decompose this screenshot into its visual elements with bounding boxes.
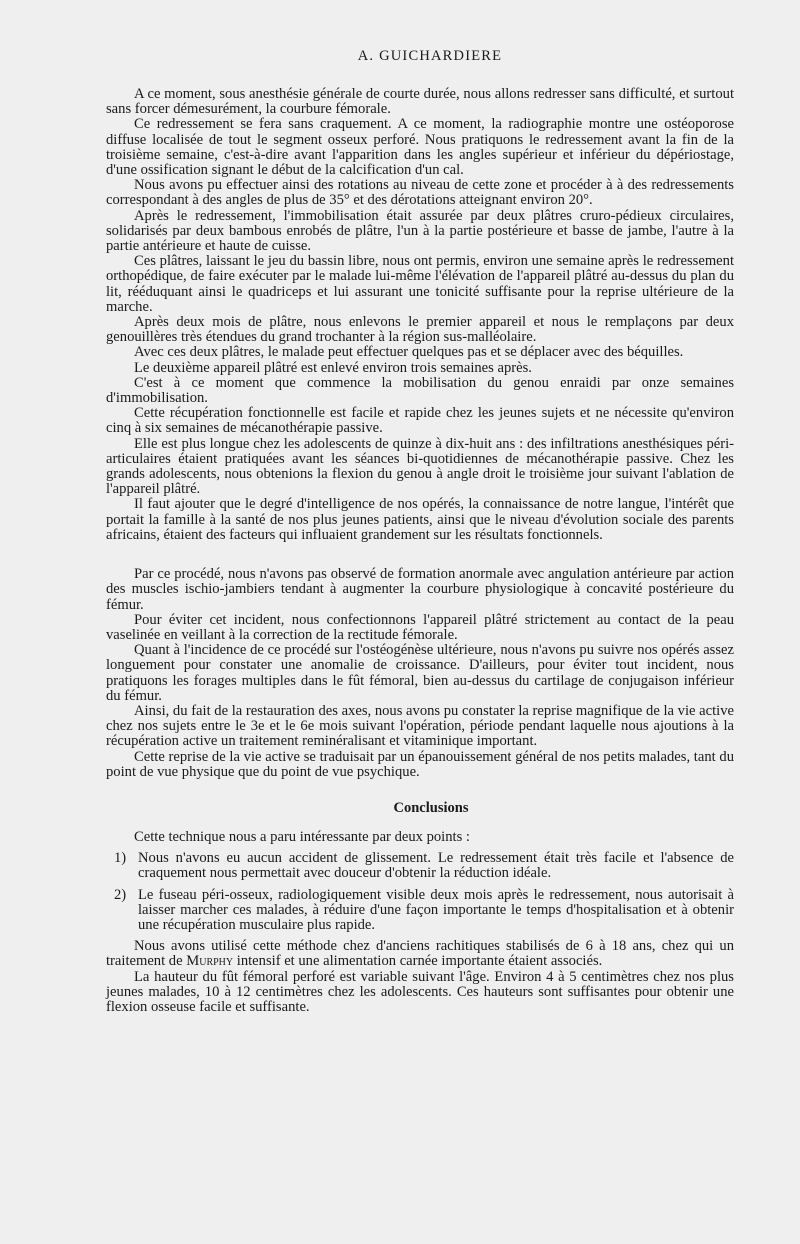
final-paragraph: La hauteur du fût fémoral perforé est variable suivant l'âge. Environ 4 à 5 centimètres chez nos plus jeunes malades, 10 à 12 centimètres chez les adolescents. Ces hauteurs sont suffisantes pour obtenir une flexion osseuse facile et suffisante. [106, 968, 734, 1015]
conclusions-intro: Cette technique nous a paru intéressante par deux points : [134, 828, 470, 845]
running-head: A. GUICHARDIERE [357, 48, 503, 64]
paragraph: Le deuxième appareil plâtré est enlevé environ trois semaines après. [134, 359, 532, 376]
author-name-murphy: Murphy [186, 953, 234, 970]
paragraph: Avec ces deux plâtres, le malade peut effectuer quelques pas et se déplacer avec des béquilles. [134, 344, 684, 361]
paragraph: Elle est plus longue chez les adolescents de quinze à dix-huit ans : des infiltrations anesthésiques péri-articulaires étaient pratiquées avant les séances bi-quotidiennes de mécanothérapie passive. Chez les grands adolescents, nous obtenions la flexion du genou à angle droit le troisième jour suivant l'ablation de l'appareil plâtré. [106, 435, 734, 498]
section-gap [106, 543, 734, 567]
list-text: Le fuseau péri-osseux, radiologiquement visible deux mois après le redressement, nous autorisait à laisser marcher ces malades, à réduire d'une façon importante le temps d'hospitalisation et à obtenir une récupération musculaire plus rapide. [138, 886, 734, 933]
closing-paragraph [106, 939, 734, 969]
body-section-1 [106, 87, 734, 543]
paragraph: Ce redressement se fera sans craquement. A ce moment, la radiographie montre une ostéoporose diffuse localisée de tout le segment osseux perforé. Nous pratiquons le redressement avant la fin de la troisième semaine, c'est-à-dire avant l'apparition dans les angles supérieur et inférieur du dépériostage, d'une ossification signant le début de la calcification d'un cal. [106, 116, 734, 179]
body-section-2 [106, 567, 734, 780]
paragraph: Ces plâtres, laissant le jeu du bassin libre, nous ont permis, environ une semaine après le redressement orthopédique, de faire exécuter par le malade lui-même l'élévation de l'appareil plâtré au-dessus du plan du lit, rééduquant ainsi le quadriceps et lui assurant une tonicité suffisante pour la reprise ultérieure de la marche. [106, 253, 734, 315]
paragraph: A ce moment, sous anesthésie générale de courte durée, nous allons redresser sans difficulté, et surtout sans forcer démesurément, la courbure fémorale. [106, 86, 734, 118]
conclusions-heading: Conclusions [393, 799, 469, 816]
list-number: 1) [114, 850, 127, 867]
paragraph: Quant à l'incidence de ce procédé sur l'ostéogénèse ultérieure, nous n'avons pu suivre nos opérés assez longuement pour constater une anomalie de croissance. D'ailleurs, pour éviter tout incident, nous pratiquons les forages multiples dans le fût fémoral, bien au-dessus du cartilage de conjugaison inférieur du fémur. [106, 642, 734, 704]
paragraph: Il faut ajouter que le degré d'intelligence de nos opérés, la connaissance de notre langue, l'intérêt que portait la famille à la santé de nos plus jeunes patients, ainsi que le niveau d'évolution sociale des parents africains, étaient des facteurs qui influaient grandement sur les résultats fonctionnels. [106, 496, 734, 543]
paragraph: Cette récupération fonctionnelle est facile et rapide chez les jeunes sujets et ne nécessite qu'environ cinq à six semaines de mécanothérapie passive. [106, 405, 734, 437]
paragraph: Après le redressement, l'immobilisation était assurée par deux plâtres cruro-pédieux circulaires, solidarisés par deux bambous enrobés de plâtre, l'un à la partie postérieure et basse de jambe, l'autre à la partie antérieure et haute de cuisse. [106, 207, 734, 255]
list-text: Nous n'avons eu aucun accident de glissement. Le redressement était très facile et l'absence de craquement nous permettait avec douceur d'obtenir la réduction idéale. [138, 850, 734, 882]
paragraph: Après deux mois de plâtre, nous enlevons le premier appareil et nous le remplaçons par deux genouillères très étendues du grand trochanter à la région sus-malléolaire. [106, 314, 734, 346]
conclusions-section [106, 830, 734, 1015]
paragraph: Ainsi, du fait de la restauration des axes, nous avons pu constater la reprise magnifique de la vie active chez nos sujets entre le 3e et le 6e mois suivant l'opération, période pendant laquelle nous ajoutions à la récupération active un traitement reminéralisant et vitaminique important. [106, 702, 734, 750]
closing-text-end: intensif et une alimentation carnée importante étaient associés. [236, 953, 603, 970]
closing-text-start: Nous avons utilisé cette méthode chez d'anciens rachitiques stabilisés de 6 à 18 ans, chez qui un traitement de [106, 938, 734, 970]
paragraph: Nous avons pu effectuer ainsi des rotations au niveau de cette zone et procéder à à des redressements correspondant à des angles de plus de 35° et des dérotations atteignant environ 20°. [106, 177, 734, 209]
list-item [114, 888, 734, 934]
paragraph: Pour éviter cet incident, nous confectionnons l'appareil plâtré strictement au contact de la peau vaselinée en veillant à la correction de la rectitude fémorale. [106, 611, 734, 643]
list-item [114, 851, 734, 881]
list-number: 2) [114, 886, 127, 903]
paragraph: C'est à ce moment que commence la mobilisation du genou enraidi par onze semaines d'immobilisation. [106, 374, 734, 407]
paragraph: Cette reprise de la vie active se traduisait par un épanouissement général de nos petits malades, tant du point de vue physique que du point de vue psychique. [106, 748, 734, 780]
paragraph: Par ce procédé, nous n'avons pas observé de formation anormale avec angulation antérieure par action des muscles ischio-jambiers tendant à augmenter la courbure physiologique à concavité postérieure du fémur. [106, 566, 734, 613]
